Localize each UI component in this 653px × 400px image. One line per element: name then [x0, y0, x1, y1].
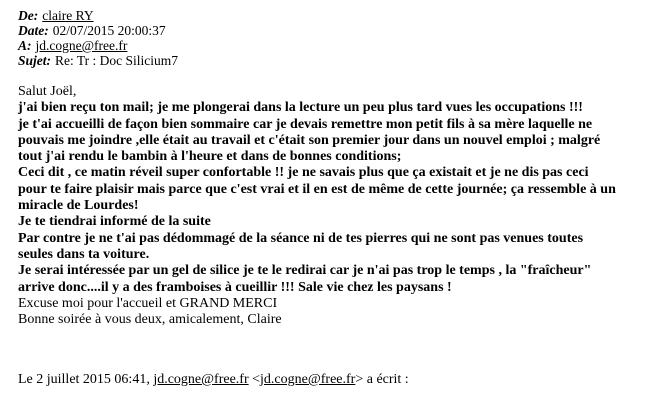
quote-email-link[interactable]: jd.cogne@free.fr — [153, 372, 249, 387]
quoted-header — [18, 372, 409, 388]
message-line: miracle de Lourdes! — [18, 198, 139, 214]
date-separator: : — [44, 23, 49, 38]
subject-value: Re: Tr : Doc Silicium7 — [55, 53, 179, 68]
from-value[interactable]: claire RY — [42, 8, 94, 23]
quote-prefix: Le 2 juillet 2015 06:41, — [18, 372, 154, 387]
greeting-line: Salut Joël, — [18, 84, 77, 99]
date-row — [18, 23, 178, 38]
subject-separator: : — [46, 53, 52, 68]
to-row — [18, 38, 178, 53]
message-line: je t'ai accueilli de façon bien sommaire car je devais remettre mon petit fils à sa mère laquelle ne — [18, 116, 593, 132]
quote-suffix: > a écrit : — [355, 372, 409, 387]
from-label: De — [18, 8, 34, 23]
message-line: Je te tiendrai informé de la suite — [18, 214, 211, 230]
message-line: Je serai intéressée par un gel de silice je te le redirai car je n'ai pas trop le temps , la "fraîcheur" — [18, 263, 592, 279]
to-value[interactable]: jd.cogne@free.fr — [35, 38, 128, 53]
to-label: A — [18, 38, 28, 53]
message-line: pouvais me joindre ,elle était au travail et c'était son premier jour dans un nouvel emploi ; malgré — [18, 132, 601, 148]
message-line: tout j'ai rendu le bambin à l'heure et dans de bonnes conditions; — [18, 149, 402, 165]
message-line: j'ai bien reçu ton mail; je me plongerai dans la lecture un peu plus tard vues les occupations !!! — [18, 100, 583, 116]
quote-middle: < — [248, 372, 261, 387]
subject-row — [18, 53, 178, 68]
from-separator: : — [33, 8, 39, 23]
quote-email-link-2[interactable]: jd.cogne@free.fr — [260, 372, 356, 387]
message-line: arrive donc....il y a des framboises à cueillir !!! Sale vie chez les paysans ! — [18, 279, 452, 295]
message-line: pour te faire plaisir mais parce que c'est vrai et il en est de même de cette journée; ça ressemble à un — [18, 181, 616, 197]
closing-line: Excuse moi pour l'accueil et GRAND MERCI — [18, 295, 278, 311]
message-line: Ceci dit , ce matin réveil super confortable !! je ne savais plus que ça existait et je ne dis pas ceci — [18, 165, 589, 181]
message-body — [18, 84, 648, 328]
message-line: seules dans ta voiture. — [18, 246, 150, 262]
to-separator: : — [27, 38, 32, 53]
message-line: Par contre je ne t'ai pas dédommagé de la séance ni de tes pierres qui ne sont pas venues toutes — [18, 230, 584, 246]
date-value: 02/07/2015 20:00:37 — [52, 23, 166, 38]
date-label: Date — [18, 23, 45, 38]
subject-label: Sujet — [18, 53, 47, 68]
email-header — [18, 8, 178, 68]
signature-line: Bonne soirée à vous deux, amicalement, Claire — [18, 312, 282, 328]
from-row — [18, 8, 178, 23]
